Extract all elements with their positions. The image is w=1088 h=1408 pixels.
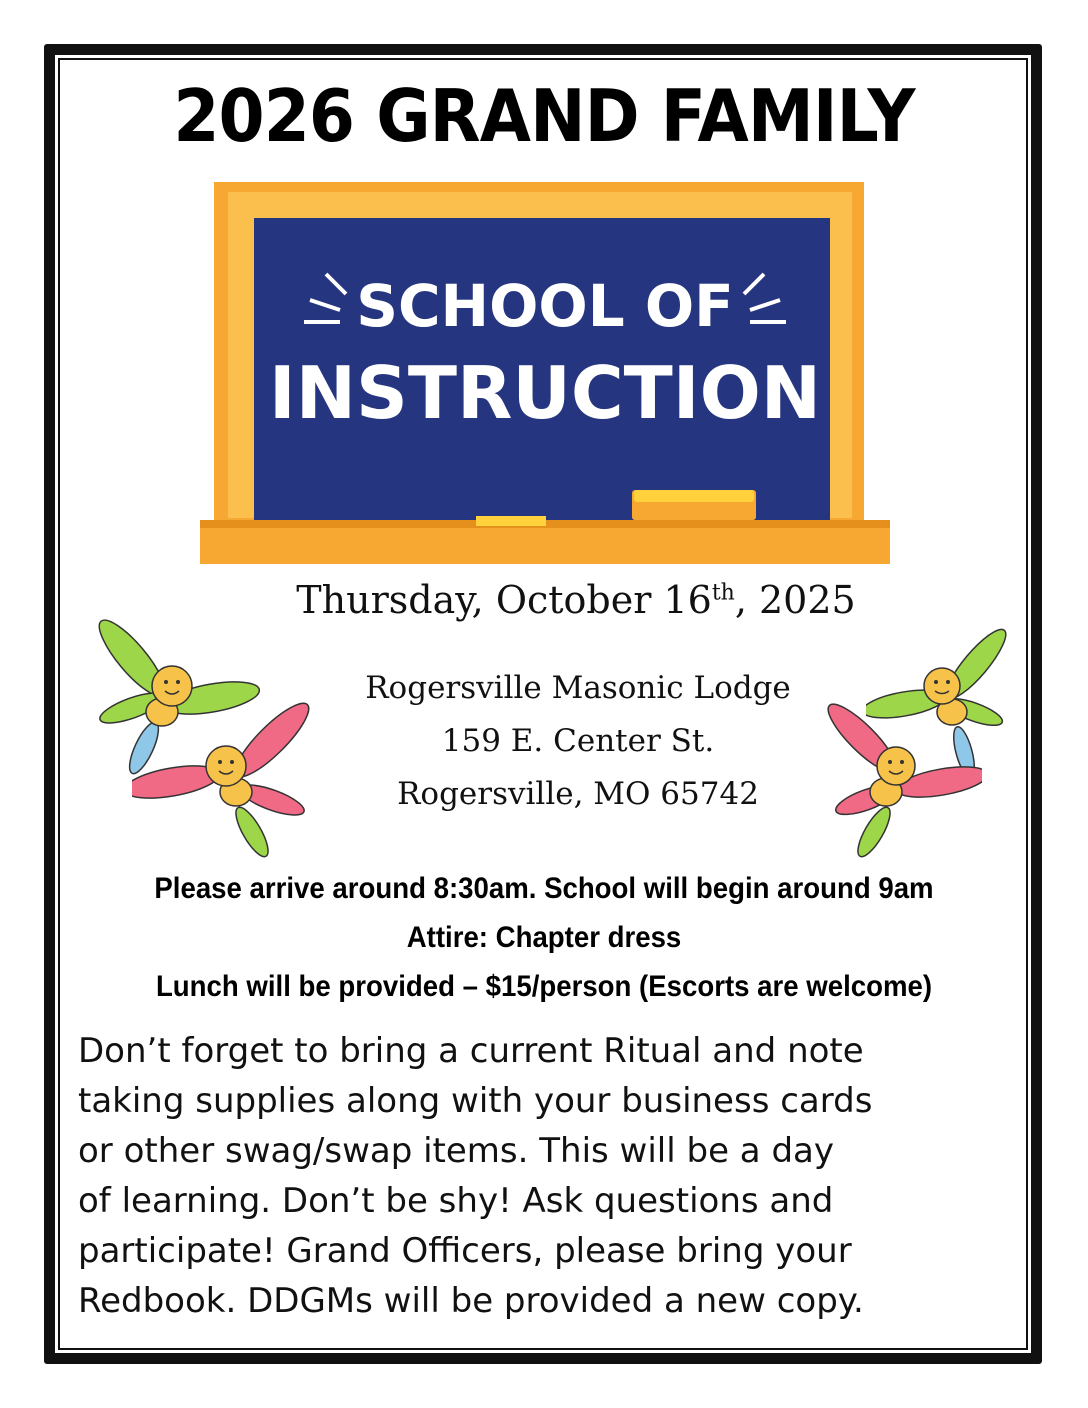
body-line: participate! Grand Officers, please bring your [78, 1231, 852, 1271]
dragonfly-icon [822, 700, 982, 860]
body-paragraph [78, 1026, 1018, 1326]
info-attire: Attire: Chapter dress [406, 921, 682, 954]
page-title: 2026 GRAND FAMILY [173, 74, 915, 158]
venue-city: Rogersville, MO 65742 [397, 776, 759, 812]
chalkboard-icon [200, 182, 890, 564]
event-date [0, 578, 1088, 622]
body-line: taking supplies along with your business cards [78, 1081, 873, 1121]
info-arrival: Please arrive around 8:30am. School will begin around 9am [154, 872, 934, 905]
date-main: Thursday, October 16 [296, 578, 712, 622]
venue-name: Rogersville Masonic Lodge [365, 670, 791, 706]
event-info [0, 864, 1088, 1011]
venue-street: 159 E. Center St. [441, 723, 715, 759]
board-line2: INSTRUCTION [268, 351, 822, 435]
info-lunch: Lunch will be provided – $15/person (Escorts are welcome) [155, 970, 933, 1003]
body-line: Redbook. DDGMs will be provided a new copy. [78, 1281, 864, 1321]
date-year: , 2025 [734, 578, 856, 622]
body-line: or other swag/swap items. This will be a day [78, 1131, 834, 1171]
date-ordinal: th [711, 580, 735, 606]
dragonfly-icon [132, 700, 312, 860]
board-line1: SCHOOL OF [356, 272, 734, 340]
body-line: of learning. Don’t be shy! Ask questions and [78, 1181, 834, 1221]
body-line: Don’t forget to bring a current Ritual and note [78, 1031, 864, 1071]
